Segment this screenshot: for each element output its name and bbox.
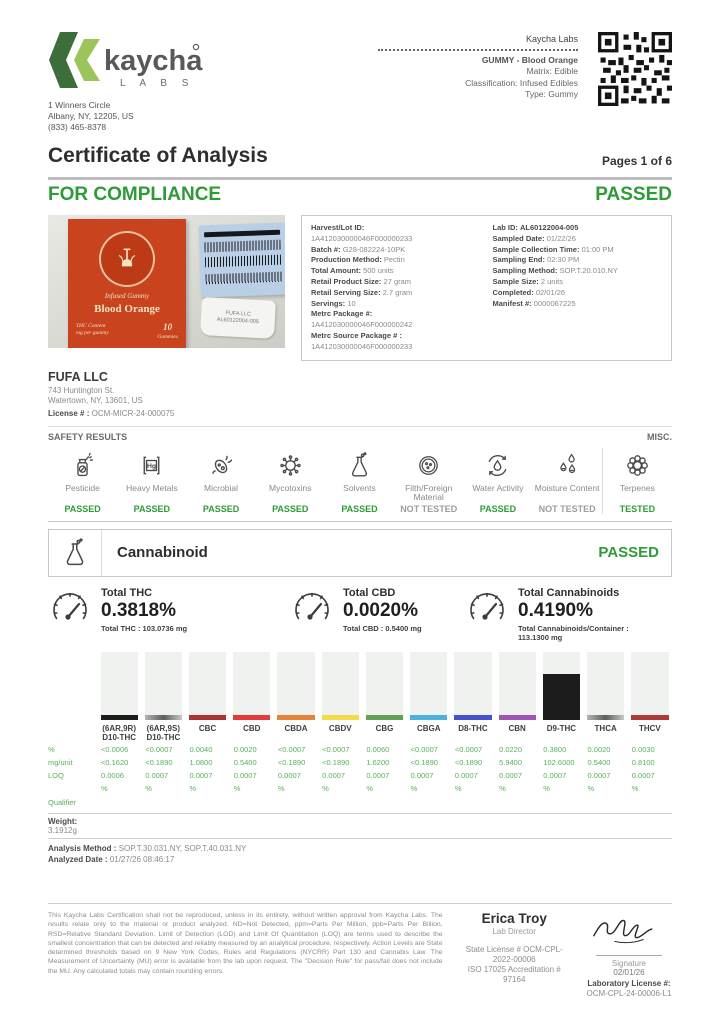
weight-block — [48, 813, 672, 839]
pesticide-icon — [50, 448, 115, 480]
chart-column — [274, 652, 318, 720]
table-cell: 0.0060 — [366, 744, 390, 754]
chart-column — [628, 652, 672, 720]
kaycha-logo — [48, 30, 206, 92]
misc-title: MISC. — [646, 431, 672, 442]
table-cell: 0.0007 — [189, 770, 213, 780]
table-cell: 0.0007 — [233, 770, 257, 780]
category-label: D9-THC — [546, 723, 577, 733]
table-row — [48, 782, 672, 795]
table-cell: % — [366, 783, 374, 793]
table-cell: 0.0007 — [410, 770, 434, 780]
filth-icon — [396, 448, 461, 480]
total-cannabinoids-mg: Total Cannabinoids/Container : 113.1300 mg — [518, 623, 629, 642]
table-cell: 0.0007 — [277, 770, 301, 780]
bar-CBC — [189, 715, 226, 720]
category-label: D8-THC — [458, 723, 488, 733]
total-thc-mg: Total THC : 103.0736 mg — [101, 623, 188, 633]
table-cell: 0.0030 — [631, 744, 655, 754]
signer-name: Erica Troy — [481, 911, 547, 926]
cannabinoid-status: PASSED — [598, 544, 659, 562]
total-cbd-gauge — [290, 587, 465, 642]
safety-item-filth-foreign-material — [394, 448, 463, 514]
category-label: CBGA — [416, 723, 441, 733]
total-thc-label: Total THC — [101, 586, 153, 599]
package-count: 10 Gummies — [157, 322, 178, 340]
safety-item-microbial — [186, 448, 255, 514]
table-cell: % — [277, 783, 285, 793]
info-field: Sample Collection Time: 01:00 PM — [492, 244, 614, 254]
total-cannabinoids-value: 0.4190% — [518, 599, 594, 621]
safety-item-mycotoxins — [256, 448, 325, 514]
gauge-icon — [290, 587, 334, 636]
table-cell: % — [189, 783, 197, 793]
info-field: Sampling End: 02:30 PM — [492, 255, 580, 265]
weight-label: Weight: — [48, 816, 78, 826]
safety-status: NOT TESTED — [538, 503, 596, 514]
laboratory-license: Laboratory License #: OCM-CPL-24-00006-L1 — [586, 979, 672, 998]
footer — [48, 903, 672, 999]
product-classification: Classification: Infused Edibles — [465, 77, 578, 88]
category-label: CBDA — [284, 723, 308, 733]
safety-status: NOT TESTED — [400, 503, 458, 514]
table-cell: 0.0007 — [454, 770, 478, 780]
package-subtitle: Infused Gummy — [104, 292, 150, 300]
package-flavor: Blood Orange — [94, 303, 160, 315]
safety-items-row — [48, 448, 672, 514]
solvents-icon — [327, 448, 392, 480]
safety-label: Water Activity — [472, 482, 524, 493]
brand-text: kaycha — [104, 45, 203, 77]
harvest-info — [311, 223, 481, 353]
cannabinoid-header — [48, 529, 672, 577]
bar-THCA — [587, 715, 624, 720]
page-count: Pages 1 of 6 — [601, 154, 672, 168]
bar-CBG — [366, 715, 403, 720]
chart-column — [584, 652, 628, 720]
terpenes-icon — [605, 448, 670, 480]
info-field: Completed: 02/01/26 — [492, 287, 566, 297]
category-label: (6AR,9R) D10-THC — [102, 723, 136, 742]
shovel-icon — [114, 246, 140, 272]
chart-columns — [48, 652, 672, 720]
table-cell: <0.0007 — [277, 744, 306, 754]
table-cell: 102.6000 — [543, 757, 575, 767]
safety-status: PASSED — [64, 503, 101, 514]
safety-status: PASSED — [341, 503, 378, 514]
table-cell: 0.0007 — [587, 770, 611, 780]
signer-block — [457, 911, 572, 999]
table-cell: 0.0006 — [101, 770, 124, 780]
water-activity-icon — [465, 448, 530, 480]
table-cell: 5.9400 — [499, 757, 523, 767]
compliance-status: PASSED — [595, 184, 672, 205]
bar-(6AR,9R) D10-THC — [101, 715, 138, 720]
divider — [48, 177, 672, 180]
bar-D9-THC — [543, 674, 580, 720]
safety-label: Terpenes — [619, 482, 655, 493]
category-label: CBDV — [328, 723, 352, 733]
safety-status: TESTED — [619, 503, 656, 514]
bar-D8-THC — [454, 715, 491, 720]
table-cell: <0.0007 — [410, 744, 438, 754]
info-field: Sample Size: 2 units — [492, 276, 563, 286]
table-cell: 0.8100 — [631, 757, 655, 767]
info-field: Production Method: Pectin — [311, 255, 405, 265]
safety-label: Moisture Content — [534, 482, 600, 493]
product-summary — [378, 34, 578, 101]
microbial-icon — [188, 448, 253, 480]
safety-label: Mycotoxins — [269, 482, 312, 493]
info-field: Metrc Package #: 1A412030000046F000000242 — [311, 309, 413, 330]
safety-section — [48, 426, 672, 522]
chart-column — [318, 652, 362, 720]
table-cell: <0.1890 — [322, 757, 350, 767]
heavy-metals-icon — [119, 448, 184, 480]
info-field: Batch #: G28-082224-10PK — [311, 244, 406, 254]
signature-scribble — [586, 911, 672, 949]
chart-column — [141, 652, 185, 720]
product-matrix: Matrix: Edible — [526, 66, 578, 76]
dotted-divider — [378, 49, 578, 51]
info-field: Total Amount: 500 units — [311, 266, 394, 276]
chart-column — [407, 652, 451, 720]
table-cell: 0.5400 — [587, 757, 611, 767]
table-cell: <0.0007 — [145, 744, 173, 754]
bar-CBDV — [322, 715, 359, 720]
compliance-label: FOR COMPLIANCE — [48, 184, 222, 205]
table-cell: 0.0020 — [587, 744, 611, 754]
package-thc-note: THC Content mg per gummy — [76, 323, 109, 336]
table-cell: 0.0007 — [322, 770, 346, 780]
info-field: Retail Serving Size: 2.7 gram — [311, 287, 413, 297]
safety-status: PASSED — [133, 503, 170, 514]
category-label: CBG — [375, 723, 394, 733]
signature-label: Signature — [611, 959, 647, 968]
totals-row — [48, 587, 672, 642]
product-photo — [48, 215, 285, 348]
sample-info-box — [301, 215, 672, 361]
row-label: % — [48, 744, 55, 754]
safety-label: Microbial — [204, 482, 239, 493]
table-cell: <0.0007 — [454, 744, 483, 754]
signer-title: Lab Director — [492, 927, 537, 936]
table-row — [48, 756, 672, 769]
total-cbd-label: Total CBD — [343, 586, 396, 599]
table-cell: 0.0220 — [499, 744, 523, 754]
safety-item-water-activity — [463, 448, 532, 514]
info-field: Retail Product Size: 27 gram — [311, 276, 412, 286]
table-cell: <0.1890 — [410, 757, 438, 767]
info-field: Servings: 10 — [311, 298, 356, 308]
qr-code — [598, 32, 672, 111]
lab-info — [493, 223, 663, 353]
table-cell: <0.1890 — [277, 757, 306, 767]
table-cell: % — [322, 783, 329, 793]
table-cell: <0.0006 — [101, 744, 129, 754]
lab-address: 1 Winners Circle Albany, NY, 12205, US (833) 465-8378 — [48, 100, 134, 132]
category-label: CBN — [508, 723, 526, 733]
table-cell: 1.0800 — [189, 757, 213, 767]
safety-status: PASSED — [479, 503, 517, 514]
info-field: Lab ID: AL60122004-005 — [492, 223, 579, 232]
safety-status: PASSED — [272, 503, 309, 514]
cannabinoid-table — [48, 743, 672, 795]
sample-tag: FUFA LLC AL60122004-005 — [200, 297, 276, 339]
row-label: mg/unit — [48, 757, 73, 767]
mycotoxins-icon — [258, 448, 323, 480]
info-field: Harvest/Lot ID: 1A412030000046F000000233 — [311, 223, 413, 243]
client-address: 743 Huntington St. Watertown, NY, 13601, US — [48, 385, 143, 405]
safety-item-pesticide — [48, 448, 117, 514]
page-title: Certificate of Analysis — [48, 144, 268, 167]
table-cell: 0.0007 — [499, 770, 523, 780]
safety-item-solvents — [325, 448, 394, 514]
table-cell: <0.0007 — [322, 744, 350, 754]
safety-item-moisture-content — [533, 448, 602, 514]
chart-column — [451, 652, 495, 720]
bar-CBDA — [277, 715, 314, 720]
table-cell: <0.1620 — [101, 757, 129, 767]
total-thc-value: 0.3818% — [101, 599, 177, 621]
bar-CBGA — [410, 715, 447, 720]
disclaimer-text: This Kaycha Labs Certification shall not be reproduced, unless in its entirety, without written approval from Kaycha Labs. The results relate only to the material or product analyzed. ND=Not Detected, ppm=Parts Per Million, ppb=Parts Per Billion, RSD=Relative Standard Deviation. Limit of Detection (LOD) and Limit Of Quantitation (LOQ) are terms used to describe the smallest concentration that can be detected and reliably measured by an analytical procedure, respectively. Action Levels are State determined thresholds based on 9 New York Codes, Rules and Regulations (NYCRR) Part 130 and Cannabis Law. The Measurement of Uncertainty (MU) error is available from the lab upon request. The "Decision Rule" for pass/fail does not include the MU. Any calculated totals may contain rounding errors. — [48, 912, 443, 975]
brand-sub-text: L A B S — [120, 78, 195, 89]
safety-label: Solvents — [343, 482, 376, 493]
category-label: CBC — [198, 723, 217, 733]
gauge-icon — [465, 587, 509, 636]
table-cell: 0.0020 — [233, 744, 257, 754]
table-cell: <0.1890 — [454, 757, 483, 767]
table-cell: 0.3800 — [543, 744, 567, 754]
table-cell: 0.0040 — [189, 744, 213, 754]
table-cell: 0.0007 — [543, 770, 567, 780]
product-type: Type: Gummy — [525, 89, 578, 99]
table-cell: 0.5400 — [233, 757, 257, 767]
product-package — [68, 219, 186, 348]
gauge-icon — [48, 587, 92, 636]
category-label: THCV — [638, 723, 661, 733]
chart-column — [539, 652, 583, 720]
chart-column — [97, 652, 141, 720]
chart-column — [495, 652, 539, 720]
table-cell: % — [410, 783, 418, 793]
safety-title: SAFETY RESULTS — [48, 431, 128, 442]
table-cell: % — [543, 783, 550, 793]
signature-line — [596, 955, 662, 956]
safety-status: PASSED — [202, 503, 240, 514]
table-cell: 0.0007 — [366, 770, 390, 780]
bar-CBD — [233, 715, 270, 720]
table-row — [48, 743, 672, 756]
bar-(6AR,9S) D10-THC — [145, 715, 182, 720]
table-cell: 0.0007 — [631, 770, 655, 780]
cannabinoid-title: Cannabinoid — [117, 544, 208, 562]
qualifier-label: Qualifier — [48, 797, 76, 807]
total-cannabinoids-gauge — [465, 587, 672, 642]
total-cannabinoids-label: Total Cannabinoids — [518, 586, 620, 599]
info-field: Sampled Date: 01/22/26 — [492, 233, 576, 243]
table-cell: 1.6200 — [366, 757, 390, 767]
table-cell: % — [233, 783, 241, 793]
info-field: Metrc Source Package # : 1A412030000046F000000233 — [311, 330, 413, 351]
info-field: Sampling Method: SOP.T.20.010.NY — [492, 266, 618, 276]
table-cell: <0.1890 — [145, 757, 173, 767]
analysis-block: Analysis Method : SOP.T.30.031.NY, SOP.T.40.031.NY Analyzed Date : 01/27/26 08:46:17 — [48, 843, 247, 864]
table-cell: % — [587, 783, 595, 793]
chart-column — [230, 652, 274, 720]
table-cell: % — [499, 783, 506, 793]
safety-label: Pesticide — [65, 482, 100, 493]
moisture-icon — [535, 448, 600, 480]
safety-item-heavy-metals — [117, 448, 186, 514]
safety-item-terpenes — [602, 448, 672, 514]
bar-THCV — [631, 715, 668, 720]
category-label: THCA — [594, 723, 617, 733]
client-block — [48, 370, 672, 418]
table-cell: 0.0007 — [145, 770, 169, 780]
state-license: State License # OCM-CPL-2022-00006 ISO 17025 Accreditation # 97164 — [465, 945, 563, 984]
cannabinoid-chart — [48, 652, 672, 807]
chart-column — [362, 652, 406, 720]
category-label: (6AR,9S) D10-THC — [146, 723, 181, 742]
total-thc-gauge — [48, 587, 290, 642]
header — [48, 30, 672, 142]
info-field: Manifest #: 0000067225 — [492, 298, 576, 308]
category-label: CBD — [243, 723, 261, 733]
metrc-label — [199, 223, 285, 298]
compliance-banner — [48, 184, 672, 206]
chart-category-labels — [48, 720, 672, 743]
row-label: LOQ — [48, 770, 64, 780]
flask-icon — [49, 530, 102, 576]
table-cell: % — [631, 783, 639, 793]
row-label — [48, 782, 97, 795]
total-cbd-value: 0.0020% — [343, 599, 419, 621]
signature-block — [586, 911, 672, 999]
client-name: FUFA LLC — [48, 369, 108, 384]
table-row — [48, 769, 672, 782]
product-name: GUMMY - Blood Orange — [481, 54, 578, 65]
table-cell: % — [101, 783, 108, 793]
table-cell: % — [145, 783, 152, 793]
safety-label: Heavy Metals — [126, 482, 178, 493]
package-emblem — [99, 231, 155, 287]
table-cell: % — [454, 783, 462, 793]
total-cbd-mg: Total CBD : 0.5400 mg — [343, 623, 422, 633]
weight-value: 3.1912g — [48, 825, 77, 835]
chart-column — [185, 652, 229, 720]
safety-label: Filth/Foreign Material — [405, 482, 453, 503]
client-license: License # : OCM-MICR-24-000075 — [48, 408, 175, 418]
svg-text:Hg: Hg — [147, 462, 157, 470]
signature-date: 02/01/26 — [613, 968, 645, 977]
product-lab-name: Kaycha Labs — [525, 34, 578, 44]
bar-CBN — [499, 715, 536, 720]
